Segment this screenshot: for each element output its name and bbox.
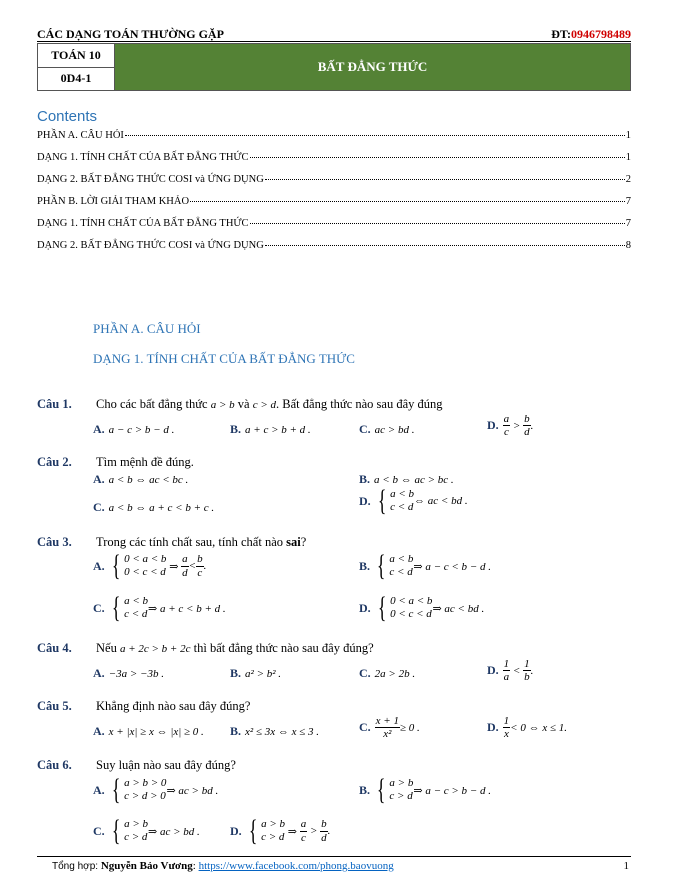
q-math: a > b [210,399,235,411]
option-text: ⇔ ac < bd . [414,495,468,507]
option-d[interactable] [487,715,567,740]
brace-icon: { [376,549,386,582]
fraction [300,818,308,843]
fraction [196,553,204,578]
q-bold: sai [286,535,301,549]
question-2-text: Tìm mệnh đề đúng. [96,455,194,469]
footer-divider [37,856,631,857]
numerator: 1 [524,658,530,670]
q-math: a + 2c > b + 2c [119,643,191,655]
phone-number: 0946798489 [571,27,631,41]
brace-icon: { [377,484,387,517]
title-box [37,43,631,91]
option-letter: A. [93,724,105,738]
option-text: ⇒ ac > bd . [166,784,219,797]
equation-system [109,816,148,846]
question-number: Câu 2. [37,455,72,469]
option-letter: A. [93,666,105,680]
option-a[interactable] [93,775,218,805]
option-letter: D. [487,418,499,433]
option-text: ≥ 0 . [399,721,420,734]
toc-item[interactable] [37,174,631,185]
option-a[interactable] [93,422,174,437]
contents-heading: Contents [37,108,98,125]
toc-leader [125,135,625,136]
option-text: a < b ⇔ ac < bc . [108,474,189,486]
question-6 [37,758,72,773]
option-text: a + c > b + d . [245,424,311,436]
fraction [523,658,531,683]
option-text: ⇒ a − c < b − d . [413,560,491,573]
fraction [523,413,531,438]
toc-text[interactable]: DẠNG 2. BẤT ĐẲNG THỨC COSI và ỨNG DỤNG [37,174,264,185]
equation-system [374,551,413,581]
footer-label: Tổng hợp: [52,861,101,872]
system-line: c < d [124,608,148,620]
option-text: ⇒ a − c > b − d . [413,784,491,797]
option-letter: C. [93,823,105,838]
option-letter: A. [93,472,105,486]
option-text: x + |x| ≥ x ⇔ |x| ≥ 0 . [108,726,204,738]
question-2 [37,455,72,470]
toc-item[interactable] [37,196,631,207]
system-line: c > d [261,831,285,843]
option-letter: A. [93,782,105,797]
fraction [503,658,511,683]
system-line: c < d [389,566,413,578]
option-letter: A. [93,558,105,573]
toc-leader [265,179,625,180]
q-text: và [237,397,250,411]
toc-leader [250,223,625,224]
denominator: d [524,426,530,439]
section-part-a: PHẦN A. CÂU HỎI [93,321,201,336]
header-title: CÁC DẠNG TOÁN THƯỜNG GẶP [37,27,224,41]
facebook-link[interactable]: https://www.facebook.com/phong.baovuong [198,860,394,872]
toc-page: 7 [625,218,631,229]
question-5-text: Khẳng định nào sau đây đúng? [96,699,251,713]
toc-item[interactable] [37,218,631,229]
option-letter: C. [359,720,371,735]
header-phone [551,27,631,42]
q-text: Trong các tính chất sau, tính chất nào [96,535,283,549]
system-line: 0 < a < b [390,595,433,608]
footer [52,860,394,872]
q-text: ? [300,535,307,549]
option-letter: C. [93,500,105,514]
question-6-text: Suy luận nào sau đây đúng? [96,758,236,772]
option-c[interactable] [359,422,414,437]
q-text: thì bất đẳng thức nào sau đây đúng? [193,641,374,655]
option-c[interactable] [93,500,214,515]
equation-system [374,775,413,805]
option-text: a < b ⇔ ac > bc . [374,474,454,486]
toc-leader [265,245,625,246]
option-letter: B. [359,558,371,573]
option-letter: D. [230,823,242,838]
option-d[interactable]: D. $\frac{a}{c}$ > $\frac{b}{d}$ . [487,413,534,439]
toc-page: 2 [625,174,631,185]
option-letter: A. [93,422,105,436]
system-line: 0 < c < d [124,566,166,578]
numerator: 1 [503,658,510,670]
numerator: a [300,818,307,831]
toc-item[interactable] [37,152,631,163]
brace-icon: { [111,549,121,582]
numerator: x + 1 [375,715,399,727]
option-text: ⇒ ac < bd . [432,602,485,615]
question-number: Câu 3. [37,535,72,549]
option-text: a² > b² . [245,668,282,680]
q-text: . Bất đẳng thức nào sau đây đúng [276,397,443,411]
denominator: x [503,728,509,741]
numerator: 1 [503,715,510,727]
option-a[interactable] [93,724,204,739]
brace-icon: { [111,814,121,847]
denominator: d [321,831,327,844]
system-line: a > b [261,818,286,831]
system-line: a > b [124,818,149,831]
equation-system [375,593,433,623]
option-c[interactable] [359,666,415,681]
numerator: a [182,553,188,566]
q-text: Cho các bất đẳng thức [96,397,208,411]
option-letter: C. [359,666,371,680]
grade-cell: TOÁN 10 [38,44,114,68]
option-b[interactable] [230,724,319,739]
option-text: a < b ⇔ a + c < b + c . [108,502,215,514]
option-b[interactable] [230,422,311,437]
footer-sep: : [192,860,199,872]
system-line: c > d [124,831,148,843]
denominator: c [197,566,203,579]
question-4-text [96,641,374,656]
equation-system [246,816,285,846]
numerator: b [321,818,327,831]
toc-text[interactable]: PHẦN A. CÂU HỎI [37,130,124,141]
equation-system [109,593,148,623]
denominator: d [182,566,188,579]
question-1-text [96,397,443,412]
system-line: c < d [390,501,414,513]
toc-item[interactable] [37,240,631,251]
numerator: a [503,413,510,425]
option-letter: B. [230,724,242,738]
brace-icon: { [377,591,387,624]
fraction [181,553,189,578]
q-math: c > d [252,399,277,411]
page-number: 1 [623,860,629,872]
equation-system [109,775,167,805]
question-3 [37,535,72,550]
option-c[interactable] [93,593,226,623]
brace-icon: { [248,814,258,847]
denominator: x² [383,728,392,741]
system-line: 0 < c < d [390,608,432,620]
fraction [320,818,328,843]
option-text: ⇒ a + c < b + d . [148,602,226,615]
option-letter: C. [359,422,371,436]
system-line: a > b > 0 [124,777,167,790]
toc-page: 8 [625,240,631,251]
question-3-text [96,535,306,550]
toc-page: 1 [625,130,631,141]
option-b[interactable] [230,666,281,681]
option-letter: D. [359,493,371,508]
option-d[interactable] [359,593,484,623]
question-4 [37,641,72,656]
equation-system [375,486,414,516]
fraction [503,715,511,740]
option-a[interactable] [93,666,164,681]
toc-text[interactable]: DẠNG 1. TÍNH CHẤT CỦA BẤT ĐẲNG THỨC [37,152,249,163]
option-c[interactable] [359,715,420,740]
option-b[interactable] [359,472,454,487]
denominator: c [503,426,509,439]
denominator: c [301,831,306,844]
question-1 [37,397,72,412]
option-a[interactable] [93,472,188,487]
chapter-title: BẤT ĐẲNG THỨC [115,44,630,90]
toc-page: 1 [625,152,631,163]
system-line: a < b [124,595,149,608]
option-d[interactable]: D. { a > b c > d ⇒ $\frac{a}{c}$ > $\frac{b}{d}$ . [230,814,331,847]
denominator: a [503,671,510,684]
toc-page: 7 [625,196,631,207]
toc-item[interactable] [37,130,631,141]
code-cell: 0D4-1 [60,71,92,86]
header-divider [37,41,631,42]
toc-text[interactable]: DẠNG 2. BẤT ĐẲNG THỨC COSI và ỨNG DỤNG [37,240,264,251]
option-b[interactable] [359,775,491,805]
option-letter: B. [230,666,242,680]
phone-label: ĐT: [551,27,571,41]
title-left-cells [38,44,115,90]
system-line: c > d > 0 [124,790,166,802]
question-number: Câu 1. [37,397,72,411]
option-letter: D. [487,720,499,735]
option-d[interactable]: D. $\frac{1}{a}$ < $\frac{1}{b}$ . [487,658,534,684]
equation-system [109,551,167,581]
option-text: ac > bd . [374,424,415,436]
option-c[interactable] [93,816,200,846]
option-text: −3a > −3b . [108,668,164,680]
brace-icon: { [111,591,121,624]
option-letter: C. [93,600,105,615]
numerator: b [197,553,203,566]
fraction [375,715,400,740]
option-text: < 0 ⇔ x ≤ 1. [510,721,568,734]
option-text: ⇒ ac > bd . [148,825,200,838]
toc-leader [250,157,625,158]
brace-icon: { [111,773,121,806]
option-text: 2a > 2b . [374,668,416,680]
option-text: x² ≤ 3x ⇔ x ≤ 3 . [245,726,320,738]
system-line: a > b [389,777,414,790]
option-text: a − c > b − d . [108,424,175,436]
option-letter: B. [359,472,371,486]
option-letter: B. [230,422,242,436]
question-number: Câu 6. [37,758,72,772]
footer-author: Nguyễn Bảo Vương [100,860,193,872]
system-line: c > d [389,790,413,802]
option-letter: D. [487,663,499,678]
option-d[interactable] [359,486,468,516]
brace-icon: { [376,773,386,806]
denominator: b [524,671,530,684]
toc-text[interactable]: DẠNG 1. TÍNH CHẤT CỦA BẤT ĐẲNG THỨC [37,218,249,229]
option-b[interactable] [359,551,491,581]
numerator: b [524,413,530,425]
question-number: Câu 4. [37,641,72,655]
fraction [503,413,511,438]
system-line: 0 < a < b [124,553,167,566]
question-5 [37,699,72,714]
option-letter: B. [359,782,371,797]
question-number: Câu 5. [37,699,72,713]
toc-leader [190,201,625,202]
section-type1: DẠNG 1. TÍNH CHẤT CỦA BẤT ĐẲNG THỨC [93,351,355,366]
option-a[interactable]: A. { 0 < a < b 0 < c < d ⇒ $\frac{a}{d}$ < $\frac{b}{c}$ . [93,549,207,582]
system-line: a < b [389,553,414,566]
system-line: a < b [390,488,415,501]
q-text: Nếu [96,641,117,655]
toc-text[interactable]: PHẦN B. LỜI GIẢI THAM KHẢO [37,196,190,207]
option-letter: D. [359,600,371,615]
